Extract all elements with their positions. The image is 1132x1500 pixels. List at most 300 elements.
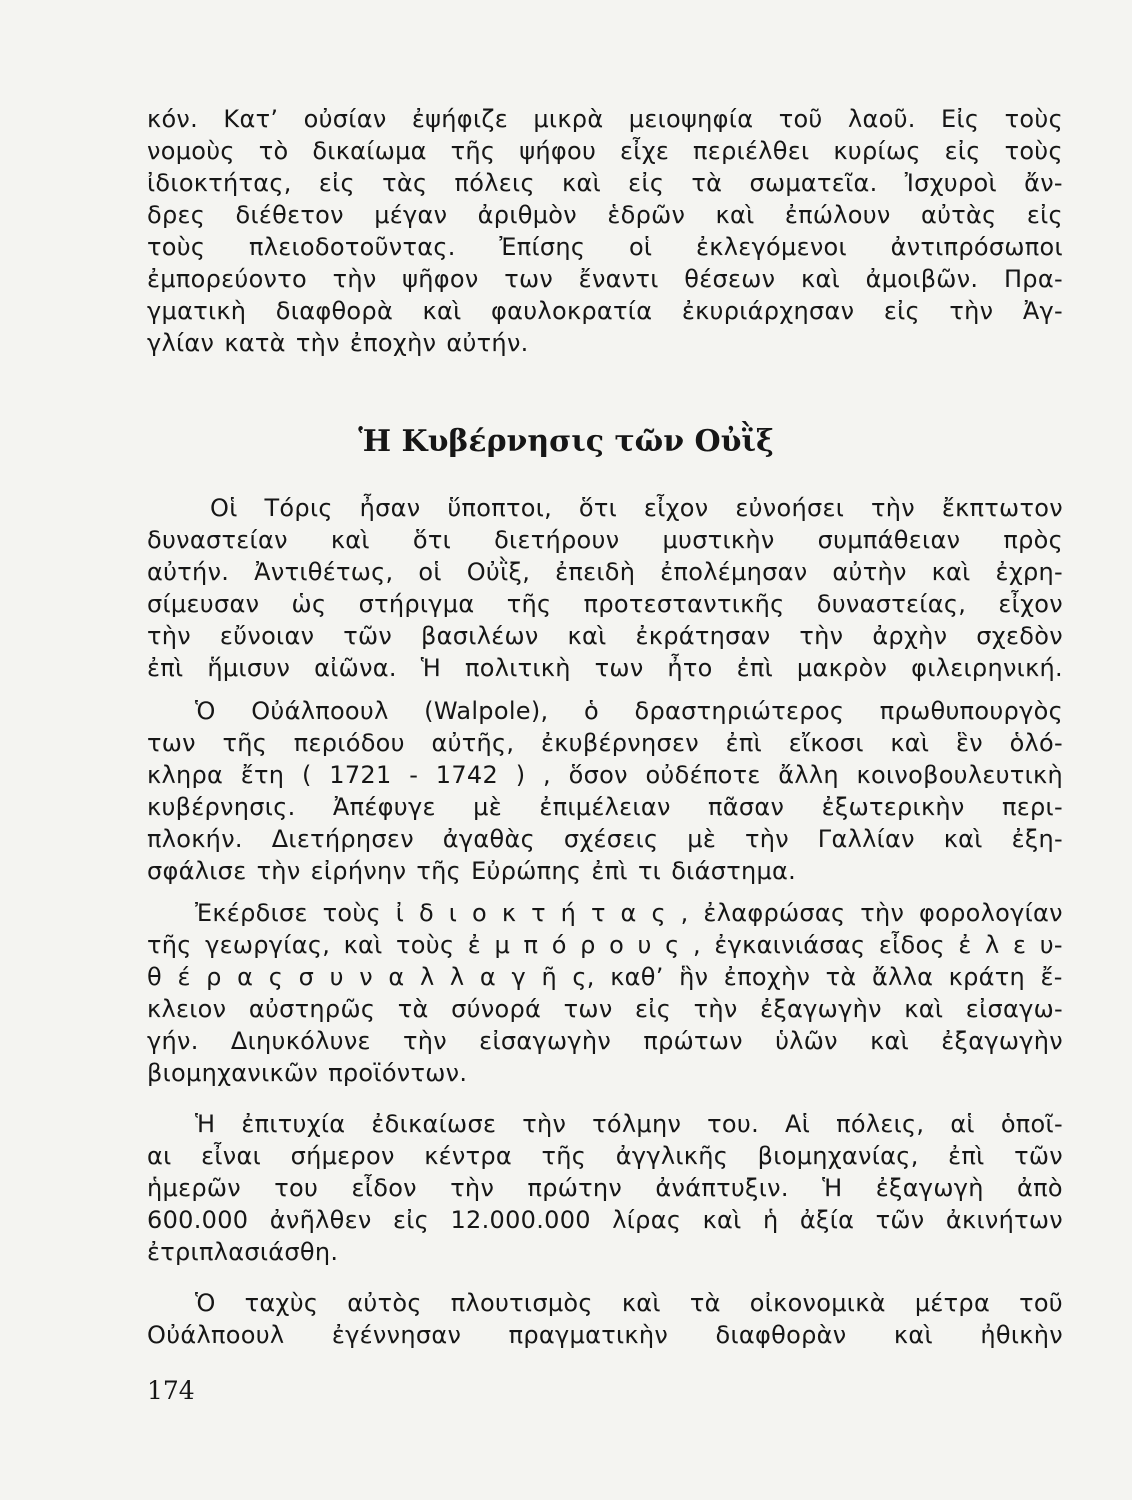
word: ὁ <box>584 697 599 725</box>
text-line <box>147 1140 1063 1172</box>
word: βασιλέων <box>421 622 539 650</box>
word: ἐξωτερικὴν <box>821 793 965 821</box>
word: γεωργίας, <box>205 931 331 959</box>
word: καὶ <box>567 622 607 650</box>
word: τῆς <box>416 857 462 885</box>
text-line <box>147 588 1063 620</box>
word: ἐπὶ <box>147 654 184 682</box>
text-line <box>195 897 1063 929</box>
word: τὴν <box>693 995 738 1023</box>
word: ἐγέννησαν <box>331 1321 462 1349</box>
word: ἀντιπρόσωποι <box>890 233 1063 261</box>
word: κ <box>501 899 517 927</box>
word: τὰ <box>689 1289 721 1317</box>
text-line <box>195 1108 1063 1140</box>
word: ὑλῶν <box>775 1027 838 1055</box>
word: σχεδὸν <box>976 622 1063 650</box>
word: γλίαν <box>147 329 215 357</box>
word: ) <box>515 761 526 789</box>
word: καὶ <box>562 169 602 197</box>
word: εἶχον <box>643 494 709 522</box>
word: Διετήρησεν <box>271 825 414 853</box>
page-number: 174 <box>147 1376 195 1405</box>
word: υ- <box>1039 931 1063 959</box>
word: ἠθικὴν <box>980 1321 1063 1349</box>
text-line <box>147 135 1063 167</box>
word: ς <box>268 963 284 991</box>
word: ἐψήφιζε <box>411 105 508 133</box>
word: εἰς <box>318 169 355 197</box>
word: ἐτριπλασιάσθη. <box>147 1238 339 1266</box>
word: ἐ <box>467 931 482 959</box>
text-line <box>147 1057 1063 1089</box>
word: ἀπὸ <box>1017 1174 1063 1202</box>
word: συμπάθειαν <box>817 526 961 554</box>
word: έ <box>177 963 191 991</box>
word: ἐπὶ <box>725 729 763 757</box>
word: προτεσταντικῆς <box>583 590 785 618</box>
word: τοὺς <box>396 931 455 959</box>
word: ἡμερῶν <box>147 1174 241 1202</box>
word: μακρὸν <box>796 654 888 682</box>
word: μ <box>494 931 511 959</box>
word: δυναστείας, <box>816 590 967 618</box>
word: περιόδου <box>293 729 405 757</box>
word: φιλειρηνική. <box>911 654 1063 682</box>
word: τὴν <box>332 265 377 293</box>
word: εἰσαγω- <box>965 995 1063 1023</box>
word: ταχὺς <box>244 1289 319 1317</box>
word: 1721 <box>329 761 392 789</box>
word: πρώτων <box>643 1027 743 1055</box>
word: καὶ <box>890 729 930 757</box>
word: ς <box>665 931 680 959</box>
word: Οἱ <box>210 494 238 522</box>
word: Ἀπέφυγε <box>332 793 436 821</box>
text-line <box>147 791 1063 823</box>
word: σύνορά <box>451 995 542 1023</box>
word: πᾶσαν <box>708 793 785 821</box>
word: εἰς <box>944 137 981 165</box>
word: λ <box>419 963 435 991</box>
word: καὶ <box>715 201 755 229</box>
word: διάστημα. <box>671 857 797 885</box>
word: καὶ <box>801 265 840 293</box>
word: ἄν- <box>1024 169 1063 197</box>
word: κέντρα <box>424 1142 513 1170</box>
word: ἐδικαίωσε <box>371 1110 497 1138</box>
word: α <box>620 899 637 927</box>
word: τὴν <box>295 329 340 357</box>
word: υ <box>637 931 652 959</box>
word: αἱ <box>950 1110 975 1138</box>
word: κυρίως <box>833 137 921 165</box>
word: κληρα <box>147 761 224 789</box>
word: αὐτὰς <box>920 201 997 229</box>
word: υ <box>329 963 344 991</box>
word: σίμευσαν <box>147 590 260 618</box>
word: ἑδρῶν <box>607 201 686 229</box>
word: τὴν <box>256 857 301 885</box>
word: μὲ <box>473 793 502 821</box>
text-line <box>147 524 1063 556</box>
text-line <box>147 556 1063 588</box>
word: ς, <box>572 963 595 991</box>
word: 600.000 <box>147 1206 249 1234</box>
word: Ὁ <box>195 697 216 725</box>
word: τὰ <box>825 963 857 991</box>
word: ι <box>448 899 458 927</box>
word: του <box>274 1174 319 1202</box>
word: σχέσεις <box>563 825 659 853</box>
word: των <box>594 654 644 682</box>
word: πόλεις, <box>836 1110 925 1138</box>
text-line <box>147 263 1063 295</box>
word: ἓν <box>955 729 983 757</box>
word: Οὐάλποουλ <box>251 697 389 725</box>
word: τὴν <box>949 297 994 325</box>
word: τοὺς <box>147 233 206 261</box>
word: καὶ <box>870 1027 910 1055</box>
word: , <box>680 899 689 927</box>
word: α <box>237 963 254 991</box>
word: πρὸς <box>1003 526 1063 554</box>
word: ῆ <box>541 963 557 991</box>
word: ρ <box>580 931 596 959</box>
word: Διηυκόλυνε <box>230 1027 371 1055</box>
word: ἐξαγωγὴν <box>760 995 882 1023</box>
text-line <box>147 327 1063 359</box>
word: λίρας <box>612 1206 682 1234</box>
word: σωματεῖα. <box>749 169 878 197</box>
word: ἰ <box>395 899 405 927</box>
word: οἱ <box>628 233 653 261</box>
word: Ἀγ- <box>1022 297 1063 325</box>
word: ἥμισυν <box>207 654 291 682</box>
word: ο <box>472 899 487 927</box>
word: Τόρις <box>264 494 333 522</box>
word: βιομηχανίας, <box>757 1142 919 1170</box>
text-line <box>147 727 1063 759</box>
word: πραγματικὴν <box>508 1321 669 1349</box>
word: πολιτικὴ <box>464 654 571 682</box>
word: τῶν <box>1014 1142 1063 1170</box>
word: Ἡ <box>822 1174 843 1202</box>
text-line <box>147 1236 1063 1268</box>
word: ὡς <box>291 590 327 618</box>
text-line <box>147 1319 1063 1351</box>
word: κατὰ <box>224 329 286 357</box>
word: ἔ- <box>1040 963 1063 991</box>
word: π <box>523 931 539 959</box>
word: ἀξία <box>799 1206 855 1234</box>
word: πρώτην <box>527 1174 623 1202</box>
word: ἐπὶ <box>591 857 628 885</box>
text-line <box>147 961 1063 993</box>
word: λ <box>449 963 465 991</box>
word: εὔνοιαν <box>219 622 315 650</box>
word: Οὐῒξ, <box>466 558 531 586</box>
word: οὐσίαν <box>303 105 387 133</box>
text-line <box>147 1204 1063 1236</box>
word: ἀνῆλθεν <box>269 1206 372 1234</box>
word: ἣν <box>679 963 709 991</box>
word: σήμερον <box>290 1142 395 1170</box>
text-line <box>195 1287 1063 1319</box>
word: Ἐκέρδισε <box>195 899 308 927</box>
word: τὰς <box>382 169 428 197</box>
word: ἐπολέμησαν <box>660 558 808 586</box>
word: τι <box>637 857 662 885</box>
word: αὐτήν. <box>446 329 529 357</box>
word: αὐστηρῶς <box>248 995 376 1023</box>
word: τὴν <box>860 899 905 927</box>
word: α <box>388 963 405 991</box>
word: τὰ <box>691 169 723 197</box>
word: των <box>504 265 554 293</box>
word: διετήρουν <box>494 526 620 554</box>
word: περι- <box>1002 793 1063 821</box>
word: ἔναντι <box>578 265 659 293</box>
word: δικαίωμα <box>312 137 427 165</box>
word: καὶ <box>702 1206 742 1234</box>
word: αὐτήν. <box>147 558 230 586</box>
word: ἰδιοκτήτας, <box>147 169 292 197</box>
word: ψήφου <box>519 137 597 165</box>
word: θ <box>147 963 162 991</box>
word: 1742 <box>435 761 499 789</box>
word: καὶ <box>943 825 983 853</box>
word: διαφθορὰν <box>715 1321 847 1349</box>
section-heading: Ἡ Κυβέρνησις τῶν Οὐῒξ <box>358 424 774 459</box>
word: εἰς <box>628 169 665 197</box>
word: τ <box>531 899 546 927</box>
word: γματικὴ <box>147 297 247 325</box>
word: φαυλοκρατία <box>491 297 653 325</box>
text-line <box>147 231 1063 263</box>
word: τοὺς <box>1004 105 1063 133</box>
word: ὁλό- <box>1009 729 1063 757</box>
word: πρωθυπουργὸς <box>879 697 1063 725</box>
word: τῆς <box>541 1142 587 1170</box>
word: Πρα- <box>1003 265 1063 293</box>
word: Γαλλίαν <box>817 825 915 853</box>
text-line <box>147 993 1063 1025</box>
word: Ἀντιθέτως, <box>254 558 394 586</box>
word: δραστηριώτερος <box>634 697 845 725</box>
word: τῶν <box>343 622 393 650</box>
word: τοῦ <box>1019 1289 1063 1317</box>
word: οὐδέποτε <box>645 761 761 789</box>
word: , <box>543 761 551 789</box>
word: τοὺς <box>1004 137 1063 165</box>
word: ἡ <box>763 1206 779 1234</box>
word: τῆς <box>506 590 552 618</box>
word: εἶναι <box>201 1142 262 1170</box>
word: ρ <box>206 963 222 991</box>
word: ἦσαν <box>359 494 421 522</box>
word: νομοὺς <box>147 137 235 165</box>
word: εἶχε <box>620 137 670 165</box>
word: ε <box>1013 931 1027 959</box>
word: ό <box>551 931 567 959</box>
word: ἔκπτωτον <box>941 494 1063 522</box>
word: αὐτῆς, <box>431 729 515 757</box>
word: ἐλαφρώσας <box>703 899 846 927</box>
word: ἐπειδὴ <box>555 558 636 586</box>
word: τ <box>590 899 606 927</box>
text-line <box>147 199 1063 231</box>
word: ἄλλη <box>778 761 839 789</box>
word: ἀριθμὸν <box>477 201 577 229</box>
word: περιέλθει <box>693 137 810 165</box>
word: τὴν <box>147 622 191 650</box>
word: 12.000.000 <box>450 1206 591 1234</box>
word: - <box>409 761 419 789</box>
word: εἶχον <box>998 590 1063 618</box>
word: ἐγκαινιάσας <box>714 931 866 959</box>
word: προϊόντων. <box>328 1059 468 1087</box>
word: ἐξη- <box>1011 825 1063 853</box>
word: Οὐάλποουλ <box>147 1321 285 1349</box>
word: τὴν <box>450 1174 495 1202</box>
word: κόν. <box>147 105 199 133</box>
text-line <box>147 855 1063 887</box>
word: ἐποχὴν <box>349 329 437 357</box>
word: Αἱ <box>784 1110 811 1138</box>
word: μὲ <box>687 825 717 853</box>
word: ἐκράτησαν <box>635 622 771 650</box>
word: ἐπὶ <box>736 654 774 682</box>
word: ἐπώλουν <box>784 201 891 229</box>
word: κράτη <box>948 963 1026 991</box>
word: εἶδος <box>878 931 945 959</box>
word: ς <box>651 899 666 927</box>
word: τῆς <box>147 931 192 959</box>
word: λ <box>985 931 1000 959</box>
word: δ <box>418 899 434 927</box>
text-line <box>147 652 1063 684</box>
text-line <box>147 759 1063 791</box>
word: μέτρα <box>914 1289 991 1317</box>
word: του. <box>707 1110 760 1138</box>
text-line <box>147 620 1063 652</box>
word: ἐκυβέρνησεν <box>540 729 700 757</box>
word: Εὐρώπης <box>471 857 582 885</box>
word: μυστικὴν <box>662 526 775 554</box>
word: Ἐπίσης <box>499 233 586 261</box>
word: τὴν <box>871 494 915 522</box>
word: ἐμπορεύοντο <box>147 265 307 293</box>
word: θέσεων <box>684 265 776 293</box>
word: πλουτισμὸς <box>450 1289 593 1317</box>
word: πλοκήν. <box>147 825 243 853</box>
word: εἰς <box>1026 201 1063 229</box>
word: διαφθορὰ <box>275 297 394 325</box>
word: των <box>563 995 613 1023</box>
word: τὰ <box>397 995 429 1023</box>
word: φορολογίαν <box>919 899 1063 927</box>
word: , <box>693 931 701 959</box>
word: καὶ <box>931 558 971 586</box>
word: τὴν <box>744 825 789 853</box>
word: καὶ <box>621 1289 661 1317</box>
word: ἐ <box>958 931 972 959</box>
word: τὴν <box>799 622 844 650</box>
word: ή <box>560 899 577 927</box>
word: καὶ <box>343 931 383 959</box>
word: τοῦ <box>778 105 823 133</box>
word: καὶ <box>422 297 462 325</box>
word: Εἰς <box>941 105 980 133</box>
word: Κατ’ <box>223 105 279 133</box>
word: εἰς <box>883 297 920 325</box>
word: ἀγαθὰς <box>442 825 535 853</box>
word: τὴν <box>522 1110 567 1138</box>
word: καθ’ <box>610 963 664 991</box>
word: τῆς <box>222 729 268 757</box>
word: διέθετον <box>235 201 344 229</box>
word: αι <box>147 1142 172 1170</box>
word: καὶ <box>893 1321 933 1349</box>
word: ἦτο <box>667 654 713 682</box>
word: πλειοδοτοῦντας. <box>248 233 456 261</box>
text-line <box>210 492 1063 524</box>
text-line <box>195 695 1063 727</box>
word: μειοψηφία <box>628 105 754 133</box>
word: ἀνάπτυξιν. <box>655 1174 789 1202</box>
word: τόλμην <box>592 1110 682 1138</box>
word: στήριγμα <box>358 590 475 618</box>
word: πόλεις <box>454 169 535 197</box>
word: τὴν <box>403 1027 447 1055</box>
word: ἀμοιβῶν. <box>865 265 979 293</box>
text-line <box>147 1025 1063 1057</box>
word: ἐχρη- <box>995 558 1063 586</box>
word: εἴκοσι <box>788 729 864 757</box>
word: δρες <box>147 201 206 229</box>
word: εἰς <box>635 995 672 1023</box>
word: ψῆφον <box>402 265 479 293</box>
word: ἀκινήτων <box>945 1206 1063 1234</box>
word: ἐκλεγόμενοι <box>696 233 847 261</box>
word: ἐξαγωγὴν <box>941 1027 1063 1055</box>
word: σ <box>298 963 315 991</box>
text-line <box>147 103 1063 135</box>
text-line <box>147 823 1063 855</box>
word: ( <box>301 761 312 789</box>
word: οἰκονομικὰ <box>749 1289 886 1317</box>
word: ἀρχὴν <box>872 622 948 650</box>
word: τὸ <box>258 137 289 165</box>
word: καὶ <box>330 526 370 554</box>
word: τοὺς <box>322 899 381 927</box>
word: Ὁ <box>195 1289 216 1317</box>
word: γήν. <box>147 1027 199 1055</box>
text-line <box>147 1172 1063 1204</box>
word: ὕποπτοι, <box>447 494 553 522</box>
word: αὐτὸς <box>347 1289 422 1317</box>
word: των <box>147 729 196 757</box>
word: μέγαν <box>374 201 448 229</box>
word: μικρὰ <box>533 105 604 133</box>
word: ἐπιτυχία <box>241 1110 346 1138</box>
word: Ἡ <box>195 1110 216 1138</box>
word: ο <box>609 931 625 959</box>
word: εἶδον <box>351 1174 417 1202</box>
word: ν <box>359 963 373 991</box>
word: Ἰσχυροὶ <box>904 169 997 197</box>
